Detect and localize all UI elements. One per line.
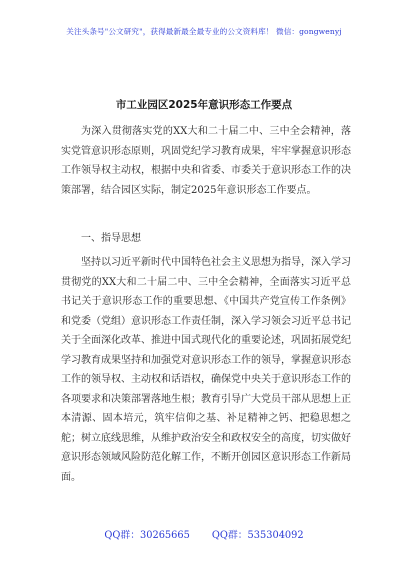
section-heading-guiding-ideology: 一、指导思想 [81,233,141,244]
promo-banner-text: 关注头条号"公文研究"，获得最新最全最专业的公文资料库！ 微信：gongwenyj [66,27,342,36]
document-title: 市工业园区2025年意识形态工作要点 [115,99,293,111]
intro-paragraph [61,122,351,200]
qq-group-left: QQ群：30265665 [104,530,190,541]
intro-text: 为深入贯彻落实党的XX大和二十届二中、三中全会精神，落实党管意识形态原则，巩固党纪学习教育成果，牢牢掌握意识形态工作领导权主动权，根据中央和省委、市委关于意识形态工作的决策部署，结合园区实际，制定2025年意识形态工作要点。 [61,126,351,196]
guiding-ideology-text: 坚持以习近平新时代中国特色社会主义思想为指导，深入学习贯彻党的XX大和二十届二中、三中全会精神，全面落实习近平总书记关于意识形态工作的重要思想、《中国共产党宣传工作条例》和党委（党组）意识形态工作责任制，深入学习领会习近平总书记关于全面深化改革、推进中国式现代化的重要论述，巩固拓展党纪学习教育成果坚持和加强党对意识形态工作的领导，掌握意识形态工作的领导权、主动权和话语权，确保党中央关于意识形态工作的各项要求和决策部署落地生根；教育引导广大党员干部从思想上正本清源、固本培元，筑牢信仰之基、补足精神之钙、把稳思想之舵；树立底线思维，从维护政治安全和政权安全的高度，切实做好意识形态领域风险防范化解工作，不断开创园区意识形态工作新局面。 [61,257,351,483]
qq-footer [0,527,408,541]
qq-group-right: QQ群：535304092 [211,530,304,541]
promo-banner [0,26,408,37]
guiding-ideology-paragraph [61,253,351,487]
